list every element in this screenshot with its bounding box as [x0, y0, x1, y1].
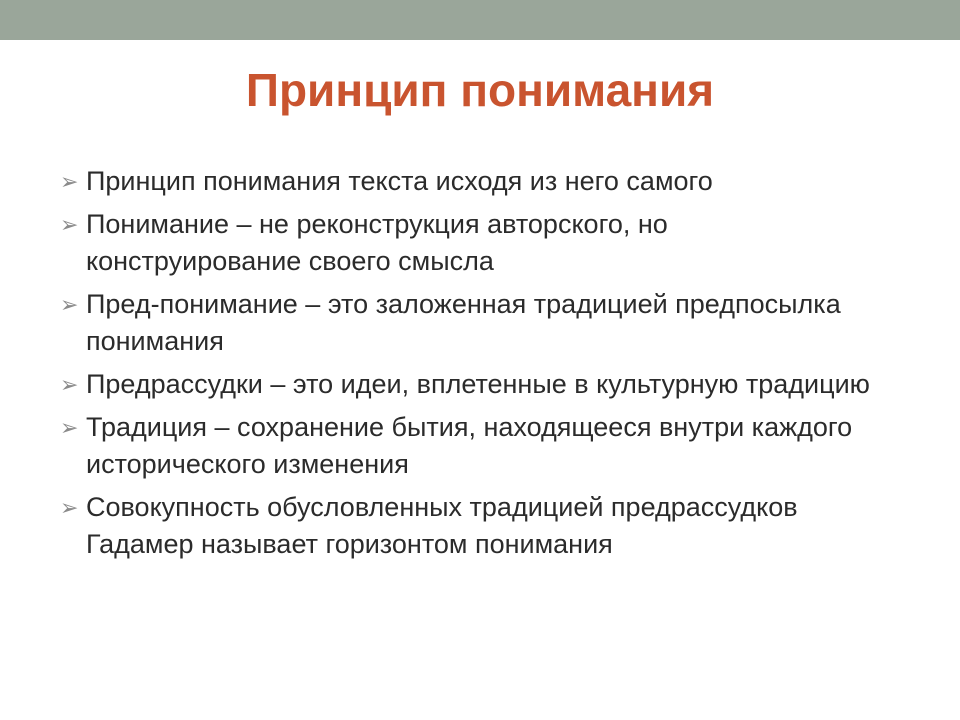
arrow-bullet-icon: ➢ [60, 495, 79, 520]
bullet-item [60, 409, 890, 483]
bullet-text: Предрассудки – это идеи, вплетенные в культурную традицию [86, 369, 870, 399]
bullet-item [60, 286, 890, 360]
bullet-text: Пред-понимание – это заложенная традицией предпосылка понимания [86, 289, 841, 356]
arrow-bullet-icon: ➢ [60, 212, 79, 237]
bullet-item [60, 366, 890, 403]
arrow-bullet-icon: ➢ [60, 415, 79, 440]
top-band [0, 0, 960, 40]
slide-title: Принцип понимания [245, 64, 715, 116]
bullet-text: Понимание – не реконструкция авторского, но конструирование своего смысла [86, 209, 668, 276]
bullet-text: Совокупность обусловленных традицией предрассудков Гадамер называет горизонтом понимания [86, 492, 798, 559]
bullet-text: Принцип понимания текста исходя из него самого [86, 166, 713, 196]
bullet-item [60, 489, 890, 563]
bullet-item [60, 163, 890, 200]
arrow-bullet-icon: ➢ [60, 292, 79, 317]
bullet-item [60, 206, 890, 280]
bullet-text: Традиция – сохранение бытия, находящееся внутри каждого исторического изменения [86, 412, 853, 479]
bullet-list [60, 163, 890, 569]
arrow-bullet-icon: ➢ [60, 169, 79, 194]
arrow-bullet-icon: ➢ [60, 372, 79, 397]
